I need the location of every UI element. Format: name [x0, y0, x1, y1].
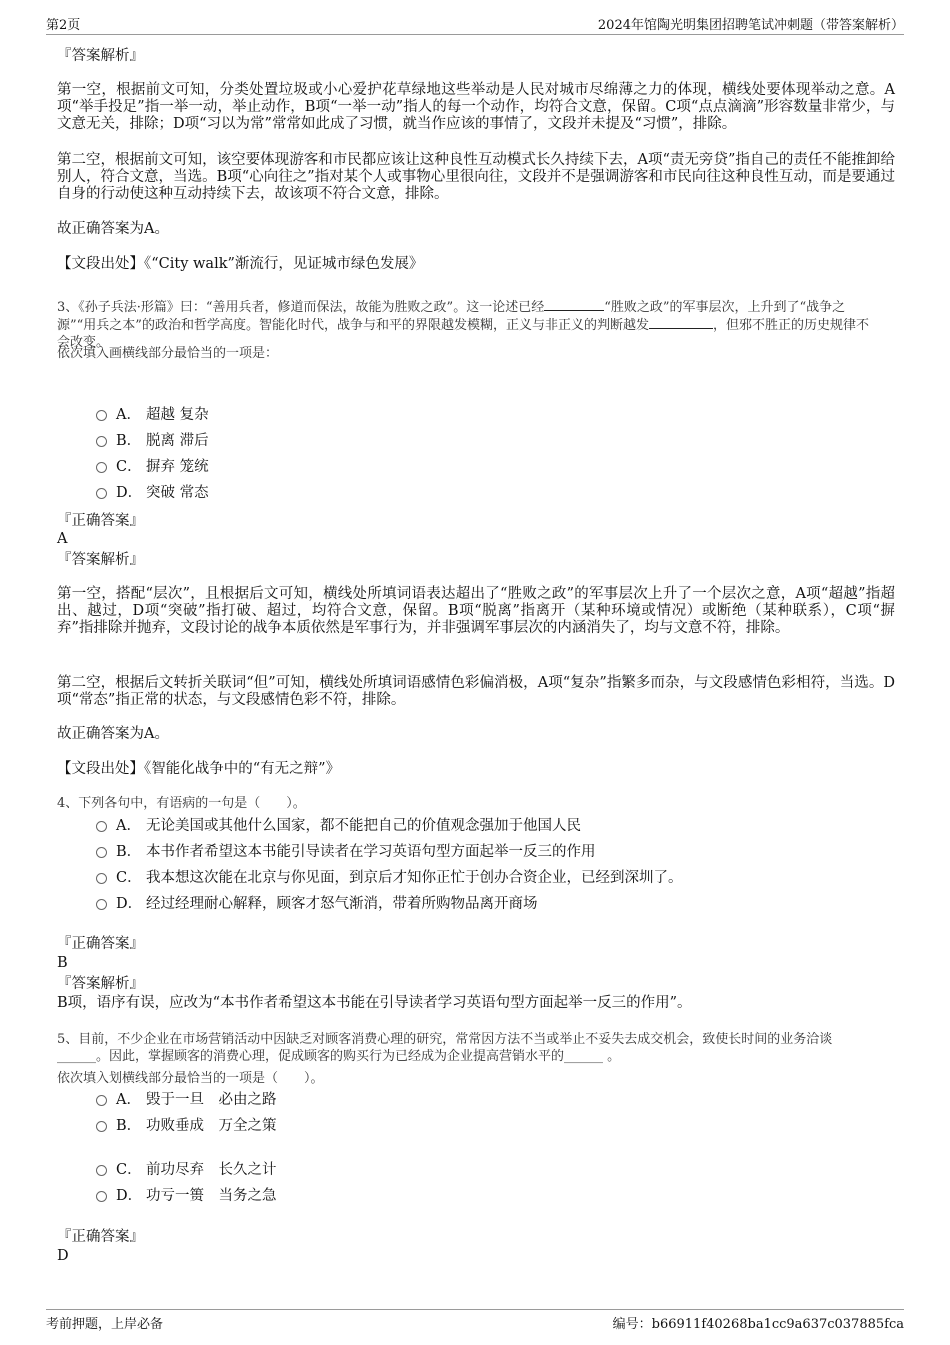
q3-answer-label: 『正确答案』 [57, 513, 144, 529]
q5-prompt: 依次填入划横线部分最恰当的一项是（ ）。 [57, 1071, 324, 1086]
q5-option-b[interactable]: B． 功败垂成 万全之策 [96, 1118, 277, 1135]
q2-analysis-label: 『答案解析』 [57, 48, 144, 64]
radio-icon[interactable] [96, 1121, 107, 1132]
q4-option-d[interactable]: D． 经过经理耐心解释，顾客才怒气渐消，带着所购物品离开商场 [96, 896, 538, 913]
q4-option-b[interactable]: B． 本书作者希望这本书能引导读者在学习英语句型方面起举一反三的作用 [96, 844, 596, 861]
q2-source: 【文段出处】《“City walk”渐流行，见证城市绿色发展》 [57, 256, 424, 272]
q3-blank-1 [544, 298, 604, 311]
q5-answer-label: 『正确答案』 [57, 1229, 144, 1245]
q3-answer: A [57, 531, 68, 547]
q3-source: 【文段出处】《智能化战争中的“有无之辩”》 [57, 761, 341, 777]
q5-option-d[interactable]: D． 功亏一篑 当务之急 [96, 1188, 277, 1205]
q5-option-c[interactable]: C． 前功尽弃 长久之计 [96, 1162, 277, 1179]
footer-serial: 编号：b66911f40268ba1cc9a637c037885fca [612, 1317, 904, 1332]
q4-analysis: B项，语序有误，应改为“本书作者希望这本书能在引导读者学习英语句型方面起举一反三的作用”。 [57, 995, 692, 1011]
q2-conclusion: 故正确答案为A。 [57, 221, 169, 237]
q2-analysis-paragraph-1: 第一空，根据前文可知，分类处置垃圾或小心爱护花草绿地这些举动是人民对城市尽绵薄之力的体现，横线处要体现举动之意。A项“举手投足”指一举一动，举止动作，B项“一举一动”指人的每一个动作，均符合文意，保留。C项“点点滴滴”形容数量非常少，与文意无关，排除；D项“习以为常”常常如此成了习惯，就当作应该的事情了，文段并未提及“习惯”，排除。 [57, 82, 895, 132]
q3-option-d[interactable]: D． 突破 常态 [96, 485, 209, 502]
radio-icon[interactable] [96, 1191, 107, 1202]
q3-analysis-paragraph-2: 第二空，根据后文转折关联词“但”可知，横线处所填词语感情色彩偏消极，A项“复杂”指繁多而杂，与文段感情色彩相符，当选。D项“常态”指正常的状态，与文段感情色彩不符，排除。 [57, 675, 895, 708]
page-number: 第2页 [46, 18, 81, 33]
footer-divider [46, 1309, 904, 1310]
radio-icon[interactable] [96, 436, 107, 447]
radio-icon[interactable] [96, 847, 107, 858]
q3-option-c[interactable]: C． 摒弃 笼统 [96, 459, 209, 476]
q3-analysis-label: 『答案解析』 [57, 552, 144, 568]
q3-option-b[interactable]: B． 脱离 滞后 [96, 433, 209, 450]
radio-icon[interactable] [96, 410, 107, 421]
q4-option-a[interactable]: A． 无论美国或其他什么国家，都不能把自己的价值观念强加于他国人民 [96, 818, 581, 835]
document-title: 2024年馆陶光明集团招聘笔试冲刺题（带答案解析） [597, 18, 904, 33]
q3-blank-2 [649, 316, 713, 329]
q4-stem: 4、下列各句中，有语病的一句是（ ）。 [57, 796, 306, 811]
footer-slogan: 考前押题，上岸必备 [46, 1317, 164, 1332]
radio-icon[interactable] [96, 462, 107, 473]
page-header [46, 0, 904, 35]
radio-icon[interactable] [96, 1165, 107, 1176]
radio-icon[interactable] [96, 488, 107, 499]
q4-answer: B [57, 955, 68, 971]
q3-analysis-paragraph-1: 第一空，搭配“层次”，且根据后文可知，横线处所填词语表达超出了“胜败之政”的军事层次上升了一个层次之意，A项“超越”指超出、越过，D项“突破”指打破、超过，均符合文意，保留。B项“脱离”指离开（某种环境或情况）或断绝（某种联系），C项“摒弃”指排除并抛弃，文段讨论的战争本质依然是军事行为，并非强调军事层次的内涵消失了，均与文意不符，排除。 [57, 586, 895, 636]
q5-option-a[interactable]: A． 毁于一旦 必由之路 [96, 1092, 277, 1109]
q3-prompt: 依次填入画横线部分最恰当的一项是： [57, 346, 279, 361]
radio-icon[interactable] [96, 1095, 107, 1106]
q2-analysis-paragraph-2: 第二空，根据前文可知，该空要体现游客和市民都应该让这种良性互动模式长久持续下去，A项“责无旁贷”指自己的责任不能推卸给别人，符合文意，当选。B项“心向往之”指对某个人或事物心里很向往，文段并不是强调游客和市民向往这种良性互动，而是要通过自身的行动使这种互动持续下去，故该项不符合文意，排除。 [57, 152, 895, 202]
radio-icon[interactable] [96, 873, 107, 884]
q5-answer: D [57, 1248, 69, 1264]
radio-icon[interactable] [96, 821, 107, 832]
radio-icon[interactable] [96, 899, 107, 910]
q4-option-c[interactable]: C． 我本想这次能在北京与你见面，到京后才知你正忙于创办合资企业，已经到深圳了。 [96, 870, 683, 887]
q4-answer-label: 『正确答案』 [57, 936, 144, 952]
q3-stem: 3、《孙子兵法·形篇》曰：“善用兵者，修道而保法，故能为胜败之政”。这一论述已经 “胜败之政”的军事层次，上升到了“战争之 源”“用兵之本”的政治和哲学高度。智能化时代，战争与和平的界限越发模糊，正义与非正义的判断越发 ，但邪不胜正的历史规律不 会改变。 [57, 300, 869, 350]
q5-stem: 5、目前，不少企业在市场营销活动中因缺乏对顾客消费心理的研究，常常因方法不当或举止不妥失去成交机会，致使长时间的业务洽谈 ______。因此，掌握顾客的消费心理，促成顾客的购买行为已经成为企业提高营销水平的______ 。 [57, 1032, 833, 1064]
q3-option-a[interactable]: A． 超越 复杂 [96, 407, 209, 424]
q4-analysis-label: 『答案解析』 [57, 976, 144, 992]
q3-conclusion: 故正确答案为A。 [57, 726, 169, 742]
